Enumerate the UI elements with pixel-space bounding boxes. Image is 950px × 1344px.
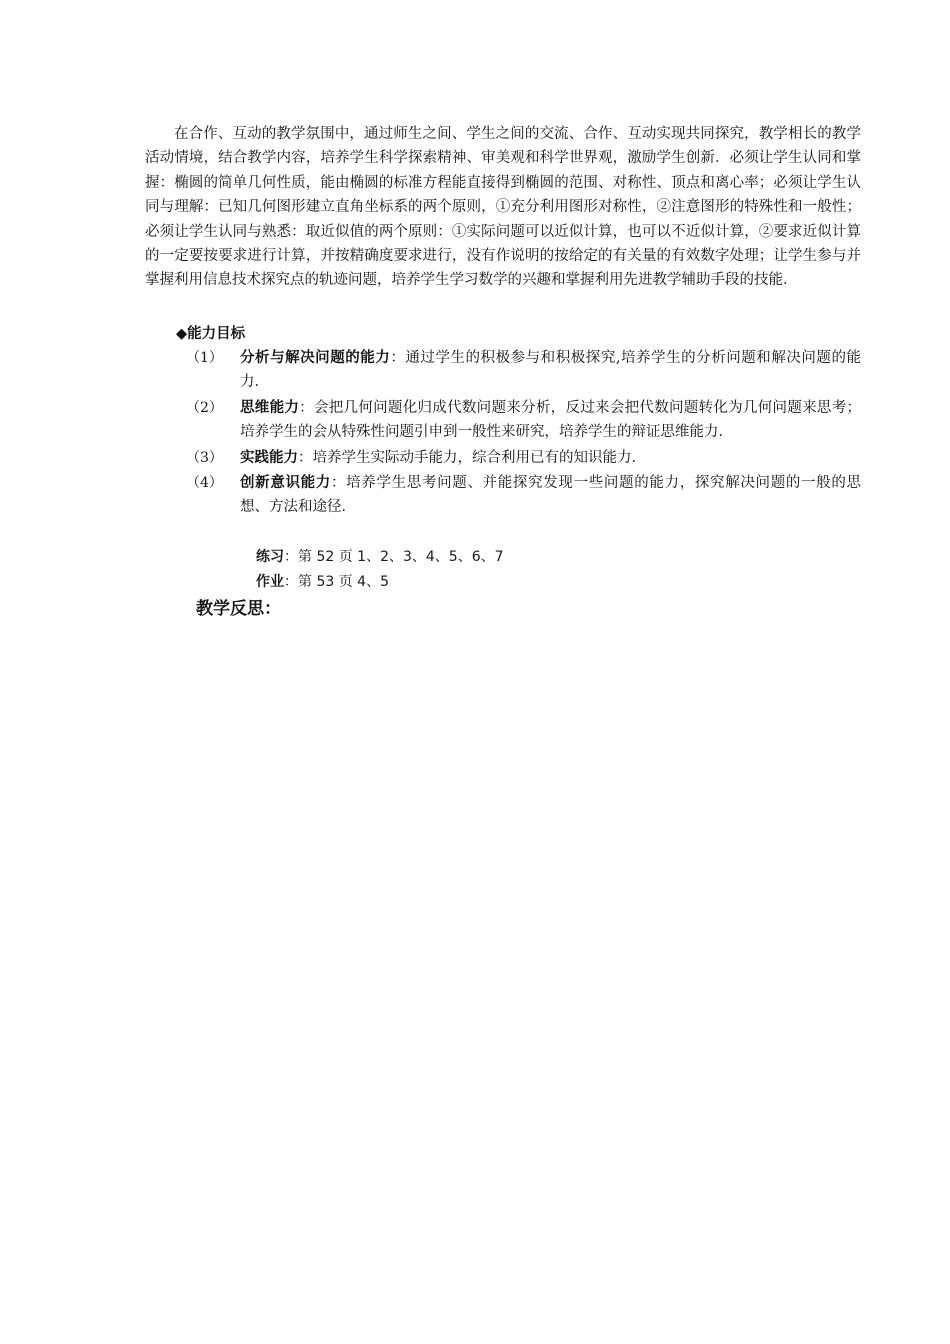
goal-body <box>240 346 861 395</box>
practice-text: ：第 52 页 1、2、3、4、5、6、7 <box>284 549 504 565</box>
practice-line <box>256 546 504 568</box>
goal-number: （2） <box>186 399 223 416</box>
ability-goals-list <box>176 346 861 521</box>
goal-title: 分析与解决问题的能力 <box>240 349 391 366</box>
goal-text: ：会把几何问题化归成代数问题来分析，反过来会把代数问题转化为几何问题来思考；培养学生的会从特殊性问题引申到一般性来研究，培养学生的辩证思维能力． <box>240 399 861 441</box>
list-item <box>176 471 861 520</box>
goal-body <box>240 396 861 445</box>
goal-title: 实践能力 <box>240 448 298 466</box>
homework-label: 作业 <box>256 574 284 590</box>
goal-number: （1） <box>186 350 223 366</box>
goal-body <box>240 471 861 520</box>
homework-text: ：第 53 页 4、5 <box>284 574 389 590</box>
homework-line <box>256 571 389 593</box>
goal-title: 思维能力 <box>240 398 300 416</box>
goal-title: 创新意识能力 <box>240 474 331 492</box>
intro-paragraph: 在合作、互动的教学氛围中，通过师生之间、学生之间的交流、合作、互动实现共同探究，教学相长的教学活动情境，结合教学内容，培养学生科学探索精神、审美观和科学世界观，激励学生创新．必须让学生认同和掌握：椭圆的简单几何性质，能由椭圆的标准方程能直接得到椭圆的范围、对称性、顶点和离心率；必须让学生认同与理解：已知几何图形建立直角坐标系的两个原则，①充分利用图形对称性，②注意图形的特殊性和一般性；必须让学生认同与熟悉：取近似值的两个原则：①实际问题可以近似计算，也可以不近似计算，②要求近似计算的一定要按要求进行计算，并按精确度要求进行，没有作说明的按给定的有关量的有效数字处理；让学生参与并掌握利用信息技术探究点的轨迹问题，培养学生学习数学的兴趣和掌握利用先进教学辅助手段的技能． <box>145 126 861 289</box>
ability-goals-heading: ◆能力目标 <box>176 325 246 342</box>
goal-text: ：培养学生思考问题、并能探究发现一些问题的能力，探究解决问题的一般的思想、方法和途径． <box>240 475 862 516</box>
list-item <box>176 446 861 470</box>
practice-label: 练习 <box>256 549 284 565</box>
goal-text: ：培养学生实际动手能力，综合利用已有的知识能力． <box>298 449 646 466</box>
goal-body <box>240 446 861 470</box>
goal-number: （4） <box>186 475 223 492</box>
list-item <box>176 346 861 395</box>
goal-number: （3） <box>186 449 223 466</box>
goal-text: ：通过学生的积极参与和积极探究,培养学生的分析问题和解决问题的能力． <box>240 350 862 391</box>
list-item <box>176 396 861 445</box>
reflection-heading: 教学反思： <box>196 599 281 619</box>
